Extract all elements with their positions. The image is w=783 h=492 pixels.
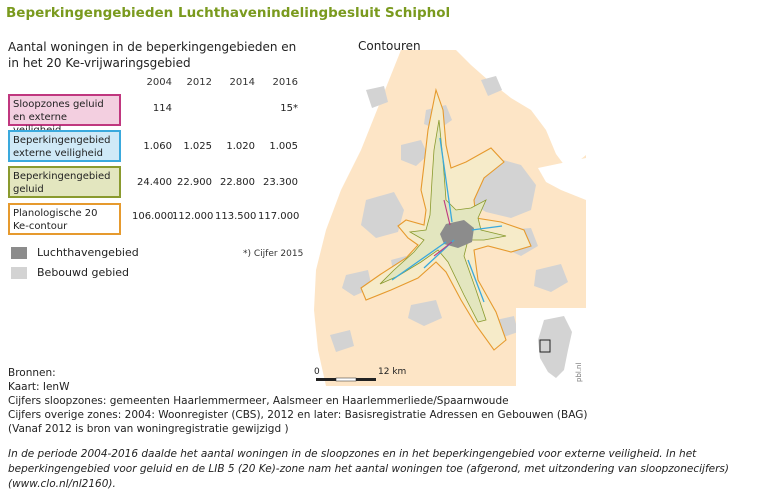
category-20ke: Planologische 20 Ke-contour [8, 203, 121, 235]
table-row-sloopzones [8, 94, 308, 126]
year-2004: 2004 [146, 77, 172, 88]
value-cell: 24.400 [137, 177, 172, 188]
category-sloopzones: Sloopzones geluid en externe [8, 94, 121, 126]
year-2012: 2012 [186, 77, 212, 88]
value-cell: 1.025 [183, 141, 212, 152]
source-line: (Vanaf 2012 is bron van woningregistratie gewijzigd ) [8, 423, 289, 435]
sources-block [8, 366, 587, 436]
value-cell: 114 [152, 103, 172, 114]
value-cell: 113.500 [215, 211, 257, 222]
legend-swatch-built [11, 267, 27, 279]
value-cell: 22.800 [220, 177, 255, 188]
value-cell: 22.900 [177, 177, 212, 188]
source-line: Cijfers sloopzones: gemeenten Haarlemmermeer, Aalsmeer en Haarlemmerliede/Spaarnwoude [8, 395, 509, 407]
table-row-externe-veiligheid [8, 130, 308, 162]
table-row-geluid [8, 166, 308, 198]
source-line: Kaart: IenW [8, 381, 70, 393]
year-header [0, 77, 320, 91]
year-2014: 2014 [229, 77, 255, 88]
scale-distance-label: 12 km [378, 367, 407, 377]
year-2016: 2016 [272, 77, 298, 88]
figure-title: Beperkingengebieden Luchthavenindelingbesluit Schiphol [6, 5, 451, 21]
footnote: *) Cijfer 2015 [243, 249, 304, 259]
value-cell: 1.020 [226, 141, 255, 152]
value-cell: 1.060 [143, 141, 172, 152]
legend-label: Luchthavengebied [37, 246, 139, 259]
value-cell: 1.005 [269, 141, 298, 152]
contour-map [306, 50, 586, 386]
value-cell: 117.000 [258, 211, 300, 222]
scale-zero-label: 0 [314, 367, 320, 377]
value-cell: 23.300 [263, 177, 298, 188]
category-externe-veiligheid: Beperkingengebied externe veiligheid [8, 130, 121, 162]
value-cell: 15* [280, 103, 298, 114]
table-row-20ke [8, 203, 308, 235]
sources-heading: Bronnen: [8, 367, 56, 379]
legend-swatch-airport [11, 247, 27, 259]
figure-caption: In de periode 2004-2016 daalde het aantal woningen in de sloopzones en in het beperkingengebied voor externe veiligheid. In het beperkingengebied voor geluid en de LIB 5 (20 Ke)-zone nam het aantal woningen toe (afgerond, met uitzondering van sloopzonecijfers) (www.clo.nl/nl2160). [8, 448, 729, 490]
value-cell: 112.000 [172, 211, 214, 222]
category-geluid: Beperkingengebied geluid [8, 166, 121, 198]
legend-label: Bebouwd gebied [37, 266, 130, 279]
map-title: Contouren [358, 39, 421, 53]
value-cell: 106.000 [132, 211, 174, 222]
source-line: Cijfers overige zones: 2004: Woonregister (CBS), 2012 en later: Basisregistratie Adressen en Gebouwen (BAG) [8, 409, 588, 421]
table-subtitle: Aantal woningen in de beperkingengebieden en in het 20 Ke-vrijwaringsgebied [8, 40, 297, 70]
pbl-credit: pbl.nl [575, 362, 583, 382]
